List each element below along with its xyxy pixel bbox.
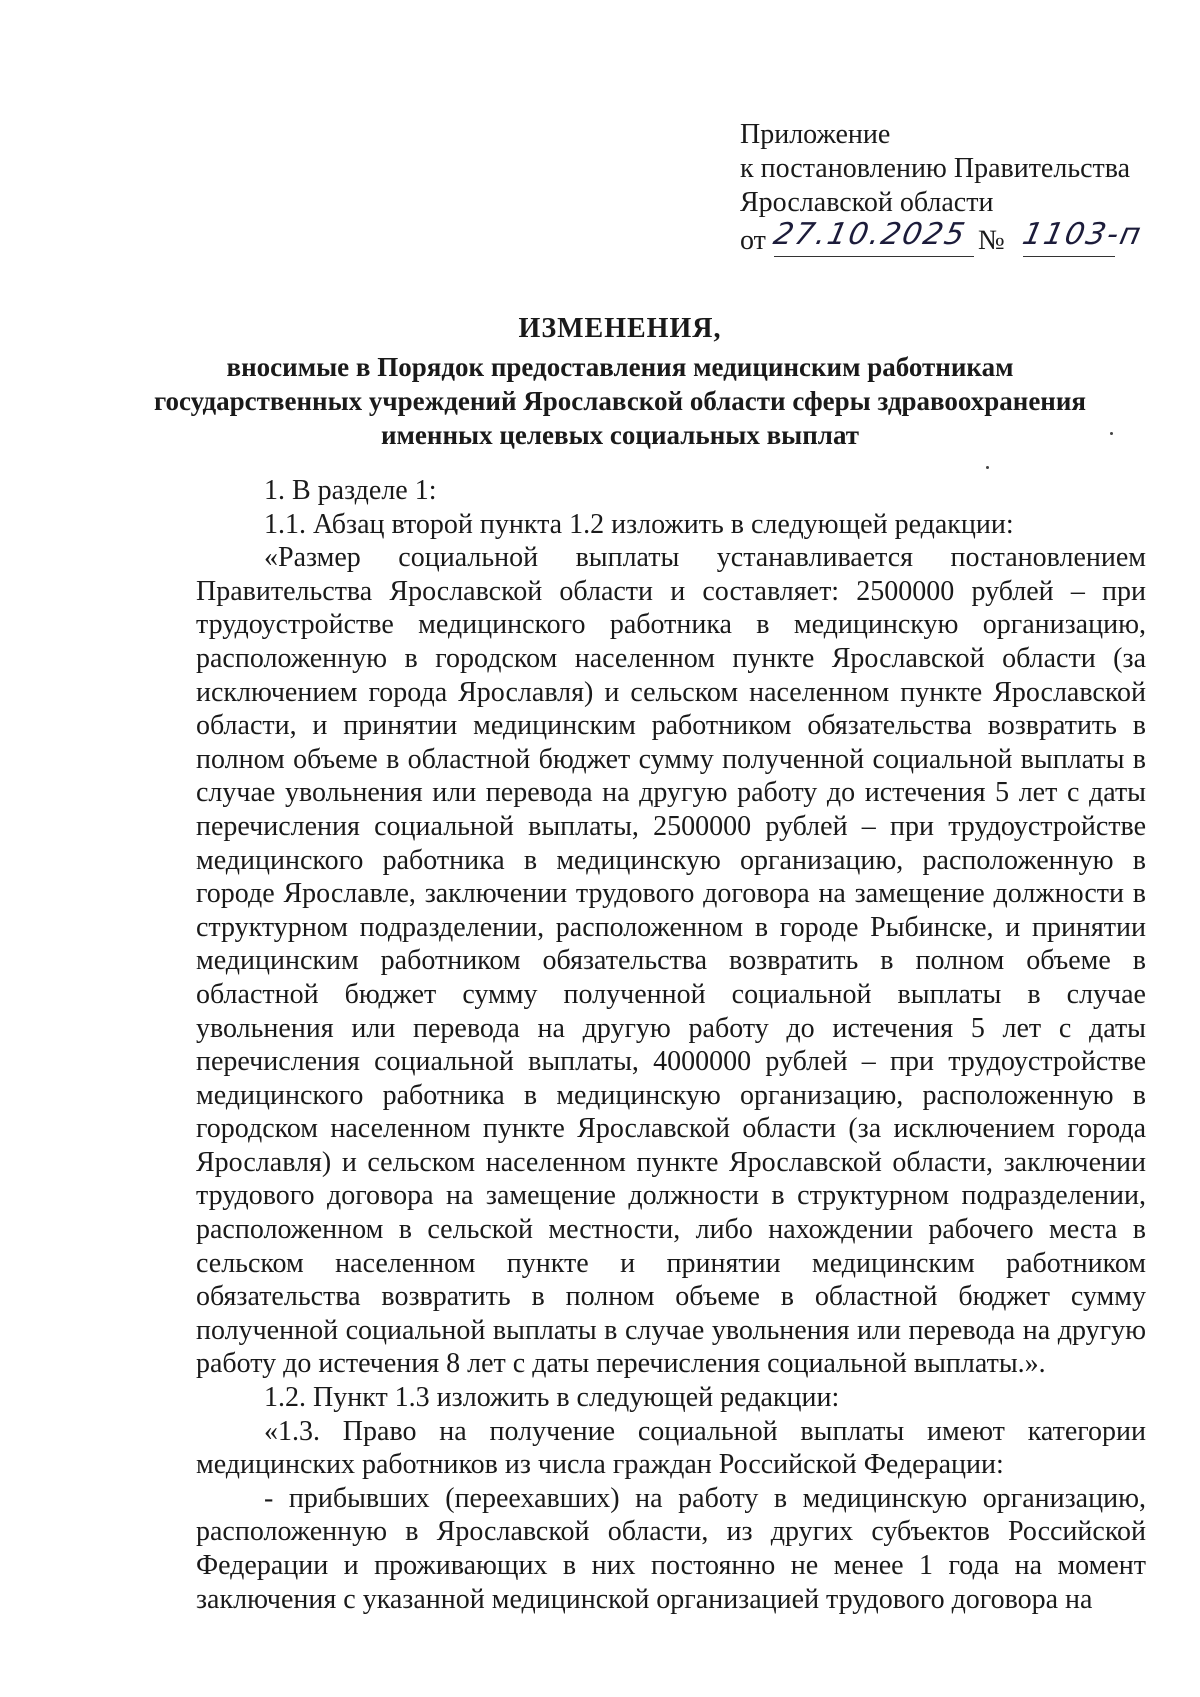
paragraph: «Размер социальной выплаты устанавливается постановлением Правительства Ярославской области и составляет: 2500000 рублей – при трудоустройстве медицинского работника в медицинскую организацию, расположенную в городском населенном пункте Ярославской области (за исключением города Ярославля) и сельском населенном пункте Ярославской области, и принятии медицинским работником обязательства возвратить в полном объеме в областной бюджет сумму полученной социальной выплаты в случае увольнения или перевода на другую работу до истечения 5 лет с даты перечисления социальной выплаты, 2500000 рублей – при трудоустройстве медицинского работника в медицинскую организацию, расположенную в городе Ярославле, заключении трудового договора на замещение должности в структурном подразделении, расположенном в городе Рыбинске, и принятии медицинским работником обязательства возвратить в полном объеме в областной бюджет сумму полученной социальной выплаты в случае увольнения или перевода на другую работу до истечения 5 лет с даты перечисления социальной выплаты, 4000000 рублей – при трудоустройстве медицинского работника в медицинскую организацию, расположенную в городском населенном пункте Ярославской области (за исключением города Ярославля) и сельском населенном пункте Ярославской области, заключении трудового договора на замещение должности в структурном подразделении, расположенном в сельской местности, либо нахождении рабочего места в сельском населенном пункте и принятии медицинским работником обязательства возвратить в полном объеме в областной бюджет сумму полученной социальной выплаты в случае увольнения или перевода на другую работу до истечения 8 лет с даты перечисления социальной выплаты.». bbox=[196, 542, 1146, 1380]
paragraph: 1.1. Абзац второй пункта 1.2 изложить в следующей редакции: bbox=[264, 508, 1014, 540]
document-title bbox=[150, 312, 1090, 452]
document-body bbox=[196, 474, 1146, 1616]
scan-speck bbox=[986, 466, 989, 469]
paragraph: 1.2. Пункт 1.3 изложить в следующей редакции: bbox=[264, 1382, 840, 1414]
date-underline bbox=[774, 256, 974, 257]
paragraph: 1. В разделе 1: bbox=[264, 475, 437, 506]
appendix-region: Ярославской области bbox=[740, 187, 994, 218]
number-underline bbox=[1023, 256, 1115, 257]
paragraph: - прибывших (переехавших) на работу в медицинскую организацию, расположенную в Ярославской области, из других субъектов Российской Федерации и проживающих в них постоянно не менее 1 года на момент заключения с указанной медицинской организацией трудового договора на bbox=[196, 1482, 1146, 1615]
appendix-resolution-ref: к постановлению Правительства bbox=[740, 153, 1131, 184]
appendix-header bbox=[740, 118, 1160, 260]
number-prefix: № bbox=[978, 225, 1005, 256]
title-main: ИЗМЕНЕНИЯ, bbox=[518, 313, 722, 344]
date-prefix: от bbox=[740, 225, 766, 256]
handwritten-date: 27.10.2025 bbox=[770, 217, 970, 252]
date-number-line bbox=[740, 217, 1160, 260]
scan-speck bbox=[1110, 432, 1113, 435]
handwritten-number: 1103-п bbox=[1019, 217, 1146, 252]
paragraph: «1.3. Право на получение социальной выплаты имеют категории медицинских работников из числа граждан Российской Федерации: bbox=[196, 1415, 1146, 1481]
title-subtitle: вносимые в Порядок предоставления медицинским работникам государственных учреждений Ярославской области сферы здравоохранения именных целевых социальных выплат bbox=[153, 352, 1087, 450]
appendix-label: Приложение bbox=[740, 119, 891, 150]
